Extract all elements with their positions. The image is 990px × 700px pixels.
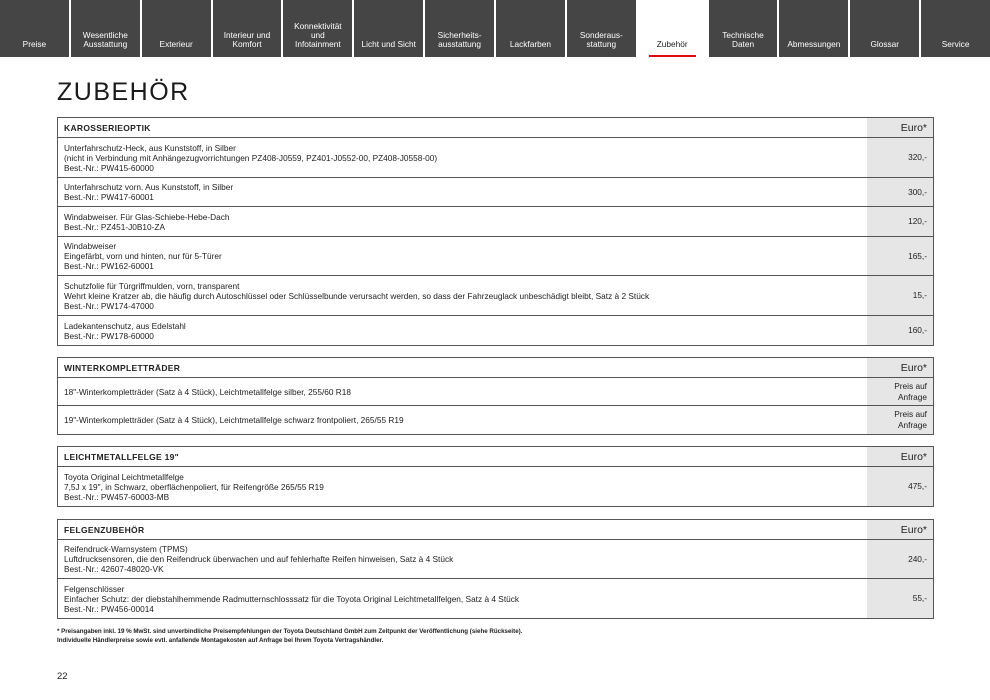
row-price: 475,- <box>867 467 933 506</box>
tab-lackfarben[interactable]: Lackfarben <box>496 0 567 57</box>
tab-glossar[interactable]: Glossar <box>850 0 921 57</box>
section-title: LEICHTMETALLFELGE 19" <box>64 451 180 462</box>
table-leichtmetallfelge <box>57 446 934 507</box>
row-price: 120,- <box>867 207 933 236</box>
tab-sicherheitsausstattung[interactable]: Sicherheits- ausstattung <box>425 0 496 57</box>
table-row <box>58 540 933 579</box>
row-description: Unterfahrschutz vorn. Aus Kunststoff, in Silber Best.-Nr.: PW417-60001 <box>64 182 234 202</box>
tab-konnektivitaet[interactable]: Konnektivität und Infotainment <box>283 0 354 57</box>
row-description: Felgenschlösser Einfacher Schutz: der diebstahlhemmende Radmutternschlosssatz für die Toyota Original Leichtmetallfelgen, Satz à 4 Stück Best.-Nr.: PW456-00014 <box>64 583 520 614</box>
currency-header: Euro* <box>867 520 933 539</box>
top-nav <box>0 0 990 57</box>
tab-interieur-komfort[interactable]: Interieur und Komfort <box>213 0 284 57</box>
row-price: 15,- <box>867 276 933 315</box>
tab-licht-sicht[interactable]: Licht und Sicht <box>354 0 425 57</box>
table-row <box>58 316 933 345</box>
tab-service[interactable]: Service <box>921 0 990 57</box>
table-row <box>58 207 933 237</box>
table-header <box>58 520 933 540</box>
tab-zubehoer[interactable]: Zubehör <box>638 0 709 57</box>
table-row <box>58 237 933 276</box>
tab-wesentliche-ausstattung[interactable]: Wesentliche Ausstattung <box>71 0 142 57</box>
row-price: 300,- <box>867 178 933 206</box>
row-description: Toyota Original Leichtmetallfelge 7,5J x 19", in Schwarz, oberflächenpoliert, für Reifengröße 265/55 R19 Best.-Nr.: PW457-60003-MB <box>64 471 324 502</box>
row-price: 320,- <box>867 138 933 177</box>
row-description: 19"-Winterkompletträder (Satz à 4 Stück), Leichtmetallfelge schwarz frontpoliert, 265/55 R19 <box>64 415 404 425</box>
table-row <box>58 138 933 178</box>
table-header <box>58 358 933 378</box>
tab-exterieur[interactable]: Exterieur <box>142 0 213 57</box>
row-description: Windabweiser. Für Glas-Schiebe-Hebe-Dach Best.-Nr.: PZ451-J0B10-ZA <box>64 211 230 232</box>
currency-header: Euro* <box>867 447 933 466</box>
table-header <box>58 447 933 467</box>
row-price: 160,- <box>867 316 933 345</box>
row-price: Preis auf Anfrage <box>867 378 933 405</box>
currency-header: Euro* <box>867 118 933 137</box>
row-description: Schutzfolie für Türgriffmulden, vorn, transparent Wehrt kleine Kratzer ab, die häufig durch Autoschlüssel oder Schlüsselbunde verursacht werden, so dass der Fahrzeuglack unbeschädigt bleibt, Satz à 2 Stück Best.-Nr.: PW174-47000 <box>64 280 650 311</box>
price-footnote: * Preisangaben inkl. 19 % MwSt. sind unverbindliche Preisempfehlungen der Toyota Deutschland GmbH zum Zeitpunkt der Veröffentlichung (siehe Rückseite). Individuelle Händlerpreise sowie evtl. anfallende Montagekosten auf Anfrage bei Ihrem Toyota Vertragshändler. <box>57 628 523 644</box>
table-karosserieoptik <box>57 117 934 346</box>
table-header <box>58 118 933 138</box>
tab-preise[interactable]: Preise <box>0 0 71 57</box>
page-number: 22 <box>57 671 68 682</box>
table-winterkompletträder <box>57 357 934 435</box>
table-felgenzubehoer <box>57 519 934 619</box>
row-price: 240,- <box>867 540 933 578</box>
section-title: FELGENZUBEHÖR <box>64 524 145 535</box>
row-description: 18"-Winterkompletträder (Satz à 4 Stück), Leichtmetallfelge silber, 255/60 R18 <box>64 386 352 397</box>
row-price: 55,- <box>867 579 933 618</box>
table-row <box>58 579 933 618</box>
table-row <box>58 276 933 316</box>
tab-technische-daten[interactable]: Technische Daten <box>709 0 780 57</box>
table-row <box>58 378 933 406</box>
table-row <box>58 467 933 506</box>
currency-header: Euro* <box>867 358 933 377</box>
row-price: 165,- <box>867 237 933 275</box>
page-title: ZUBEHÖR <box>57 78 190 106</box>
section-title: WINTERKOMPLETTRÄDER <box>64 362 181 373</box>
table-row <box>58 406 933 434</box>
tab-sonderausstattung[interactable]: Sonderaus- stattung <box>567 0 638 57</box>
row-description: Windabweiser Eingefärbt, vorn und hinten, nur für 5-Türer Best.-Nr.: PW162-60001 <box>64 241 222 271</box>
table-row <box>58 178 933 207</box>
row-description: Unterfahrschutz-Heck, aus Kunststoff, in Silber (nicht in Verbindung mit Anhängezugvorrichtungen PZ408-J0559, PZ401-J0552-00, PZ408-J0558-00) Best.-Nr.: PW415-60000 <box>64 142 438 173</box>
row-description: Reifendruck-Warnsystem (TPMS) Luftdrucksensoren, die den Reifendruck überwachen und auf fehlerhafte Reifen hinweisen, Satz à 4 Stück Best.-Nr.: 42607-48020-VK <box>64 544 454 574</box>
tab-abmessungen[interactable]: Abmessungen <box>779 0 850 57</box>
row-description: Ladekantenschutz, aus Edelstahl Best.-Nr.: PW178-60000 <box>64 320 186 341</box>
section-title: KAROSSERIEOPTIK <box>64 122 151 133</box>
row-price: Preis auf Anfrage <box>867 406 933 434</box>
